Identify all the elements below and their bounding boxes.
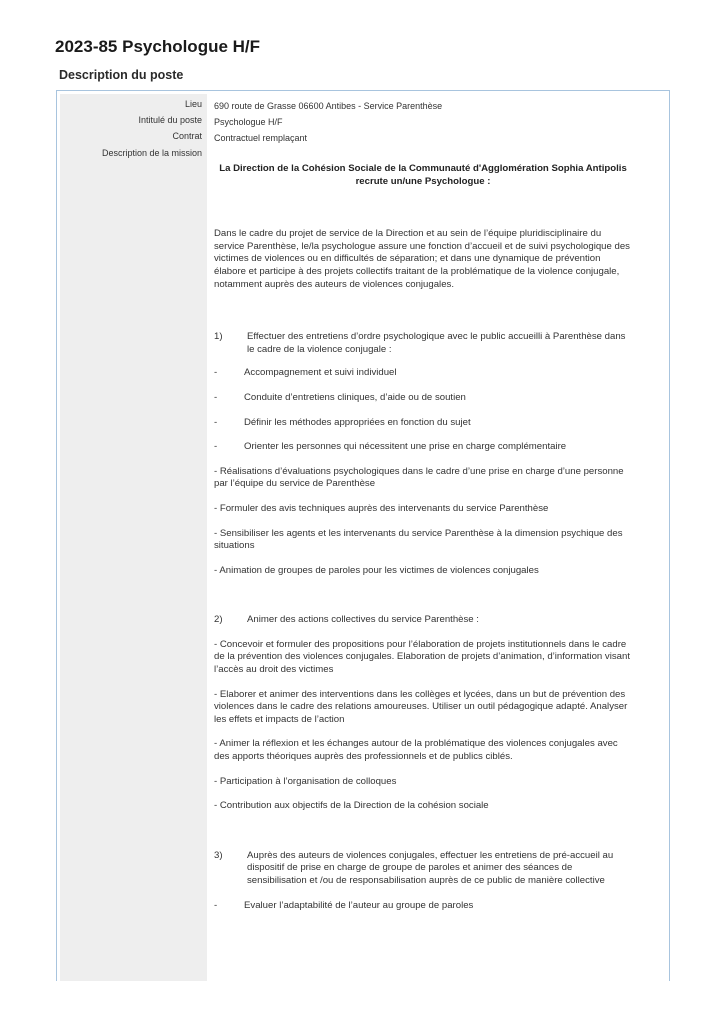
list-item: - Sensibiliser les agents et les intervenants du service Parenthèse à la dimension psychique des situations [214, 527, 623, 552]
mission-heading: La Direction de la Cohésion Sociale de la Communauté d'Agglomération Sophia Antipolis recrute un/une Psychologue : [219, 163, 627, 187]
value-intitule: Psychologue H/F [214, 117, 283, 127]
list-item: - Réalisations d’évaluations psychologiques dans le cadre d’une prise en charge d’une personne par l’équipe du service de Parenthèse [214, 465, 624, 490]
label-intitule: Intitulé du poste [138, 115, 202, 125]
list-item: - Orienter les personnes qui nécessitent une prise en charge complémentaire [214, 441, 567, 453]
section-title: Description du poste [59, 68, 184, 82]
value-lieu: 690 route de Grasse 06600 Antibes - Service Parenthèse [214, 101, 443, 111]
label-column [60, 94, 207, 981]
mission-intro: Dans le cadre du projet de service de la Direction et au sein de l’équipe pluridisciplinaire du service Parenthèse, le/la psychologue assure une fonction d’accueil et de suivi psychologique des victimes de violences ou en difficultés de séparation; et dans une dynamique de prévention élabore et participe à des projets collectifs traitant de la problématique de la violence conjugale, notamment auprès des auteurs de violences conjugales. [214, 228, 630, 290]
section-3-number: 3) [214, 849, 223, 861]
list-item: - Participation à l’organisation de colloques [214, 775, 397, 787]
list-item: - Animer la réflexion et les échanges autour de la problématique des violences conjugales avec des apports théoriques auprès des professionnels et de publics ciblés. [214, 738, 618, 763]
label-contrat: Contrat [172, 131, 202, 141]
list-item: - Définir les méthodes appropriées en fonction du sujet [214, 416, 471, 428]
list-item: - Evaluer l’adaptabilité de l’auteur au groupe de paroles [214, 899, 474, 911]
label-mission: Description de la mission [101, 148, 202, 158]
section-3-title: 3) Auprès des auteurs de violences conjugales, effectuer les entretiens de pré-accueil au dispositif de prise en charge de groupe de paroles et animer des séances de sensibilisation et /ou de responsabilisation auprès de ce public de manière collective [214, 849, 614, 886]
list-item: - Contribution aux objectifs de la Direction de la cohésion sociale [214, 800, 489, 812]
list-item: - Concevoir et formuler des propositions pour l’élaboration de projets institutionnels dans le cadre de la prévention des violences conjugales. Elaboration de projets d’animation, d’information visant l’accès au droit des victimes [214, 638, 630, 676]
list-item: - Elaborer et animer des interventions dans les collèges et lycées, dans un but de prévention des violences dans le cadre des relations amoureuses. Utiliser un outil pédagogique adapté. Analyser les effets et impacts de l’action [214, 688, 628, 725]
section-2-title: 2) Animer des actions collectives du service Parenthèse : [214, 614, 479, 626]
list-item: - Animation de groupes de paroles pour les victimes de violences conjugales [214, 564, 539, 576]
section-1-number: 1) [214, 331, 223, 343]
list-item: - Accompagnement et suivi individuel [214, 367, 397, 379]
value-contrat: Contractuel remplaçant [214, 133, 308, 143]
section-2-number: 2) [214, 614, 223, 626]
list-item: - Formuler des avis techniques auprès des intervenants du service Parenthèse [214, 502, 549, 514]
list-item: - Conduite d’entretiens cliniques, d’aide ou de soutien [214, 391, 466, 403]
section-1-title: 1) Effectuer des entretiens d’ordre psychologique avec le public accueilli à Parenthèse dans le cadre de la violence conjugale : [214, 331, 626, 355]
job-description-frame [56, 90, 670, 981]
label-lieu: Lieu [184, 99, 202, 109]
page-title: 2023-85 Psychologue H/F [55, 37, 261, 56]
mission-content [214, 163, 632, 912]
